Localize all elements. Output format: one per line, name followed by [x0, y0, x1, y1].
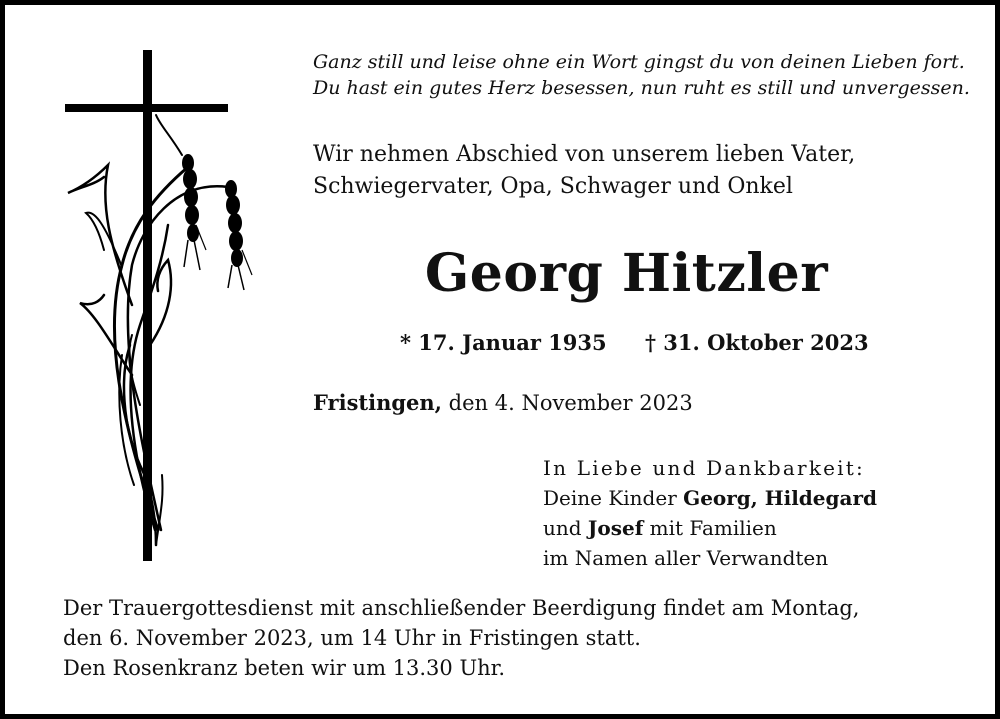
service-info [63, 593, 859, 683]
notice-date: den 4. November 2023 [441, 391, 693, 415]
mourners-josef-prefix: und [543, 516, 588, 540]
mourners-josef-name: Josef [587, 516, 644, 540]
mourners-josef-suffix: mit Familien [643, 516, 777, 540]
mourners-children-prefix: Deine Kinder [543, 486, 684, 510]
intro-line: Schwiegervater, Opa, Schwager und Onkel [313, 174, 793, 199]
place-town: Fristingen, [313, 390, 442, 415]
intro-line: Wir nehmen Abschied von unserem lieben Vater, [313, 142, 856, 167]
birth-date: * 17. Januar 1935 [400, 330, 607, 355]
service-line: Den Rosenkranz beten wir um 13.30 Uhr. [63, 656, 506, 680]
poem-verse [313, 49, 970, 101]
mourners-children-names: Georg, Hildegard [683, 486, 877, 510]
mourners-children [543, 483, 877, 513]
mourners-block [543, 453, 877, 573]
farewell-intro [313, 139, 855, 203]
poem-line: Ganz still und leise ohne ein Wort gingst du von deinen Lieben fort. [313, 51, 965, 73]
life-dates [400, 327, 869, 359]
cross-horizontal-beam [65, 104, 228, 112]
poem-line: Du hast ein gutes Herz besessen, nun ruht es still und unvergessen. [313, 77, 970, 99]
service-line: den 6. November 2023, um 14 Uhr in Fristingen statt. [63, 626, 641, 650]
service-line: Der Trauergottesdienst mit anschließender Beerdigung findet am Montag, [63, 596, 860, 620]
mourners-josef [543, 513, 877, 543]
place-and-date [313, 387, 693, 419]
death-date: † 31. Oktober 2023 [645, 330, 869, 355]
mourners-relatives: im Namen aller Verwandten [543, 546, 829, 570]
deceased-name: Georg Hitzler [424, 243, 829, 304]
mourners-lead: In Liebe und Dankbarkeit: [543, 456, 865, 480]
